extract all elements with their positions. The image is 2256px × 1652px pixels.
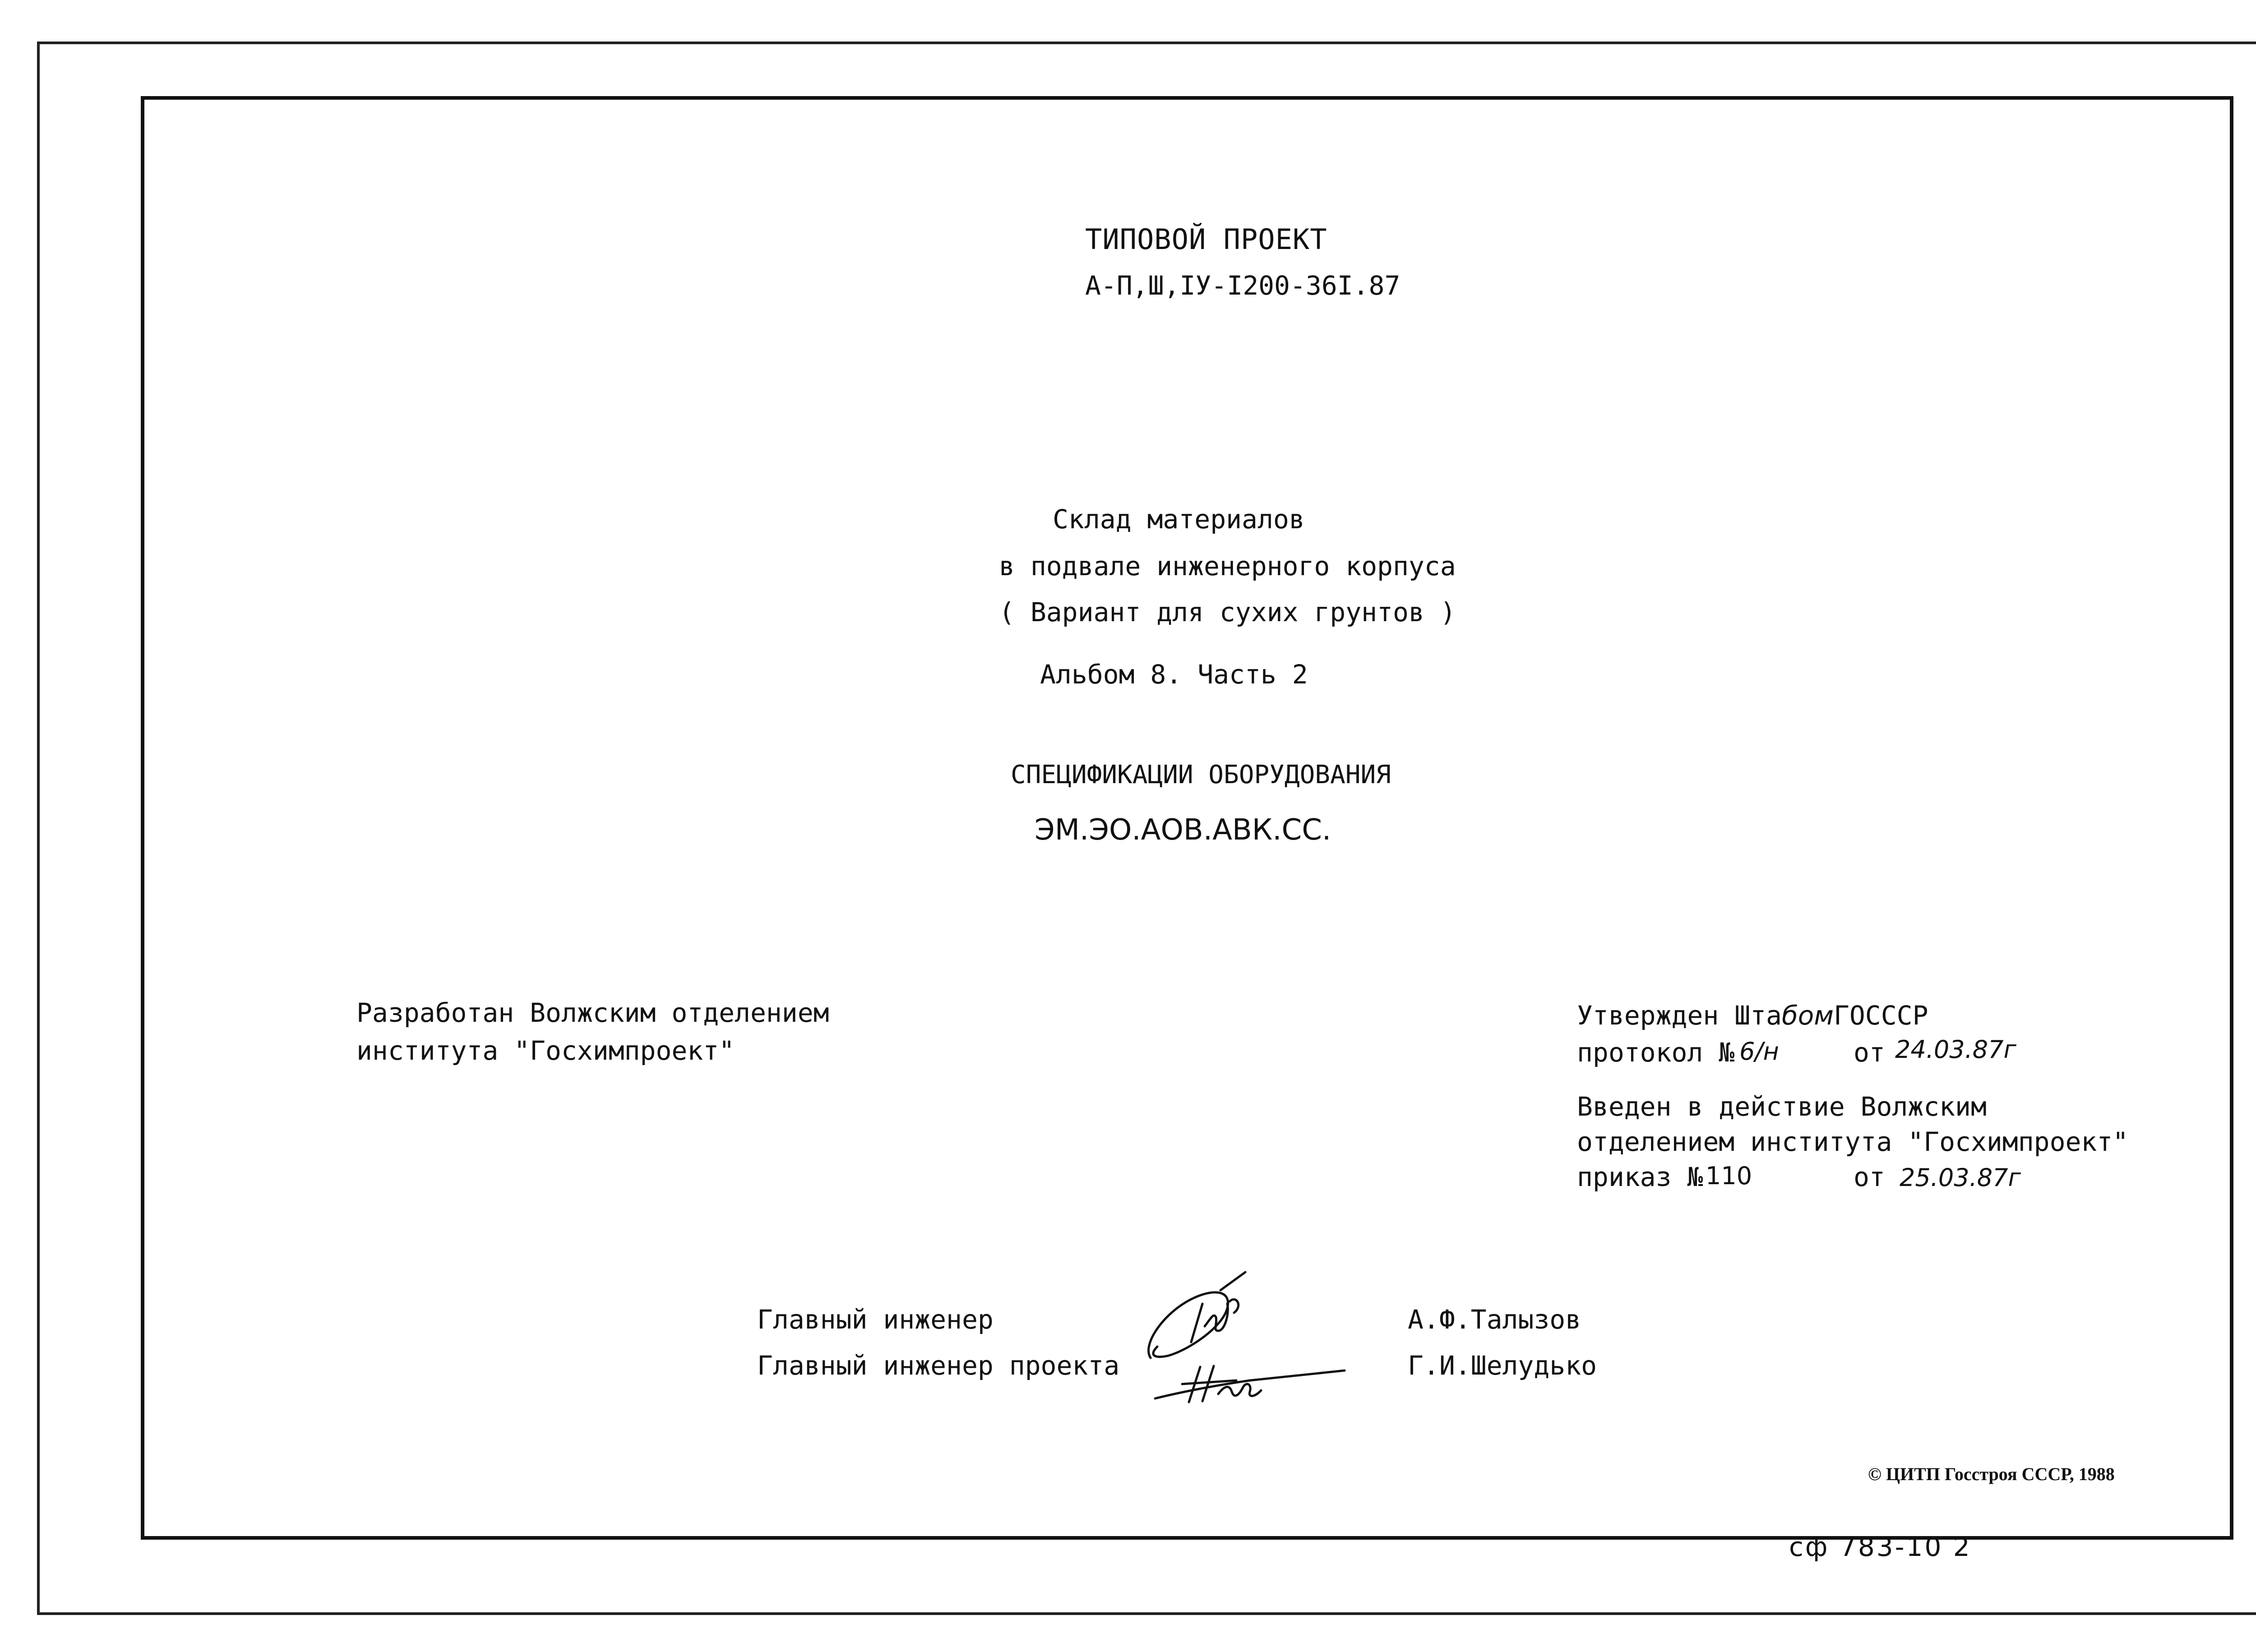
- protocol-label: протокол №: [1577, 1037, 1735, 1068]
- copyright: © ЦИТП Госстроя СССР, 1988: [1868, 1464, 2115, 1484]
- project-engineer-name: Г.И.Шелудько: [1408, 1350, 1597, 1381]
- signature-project-engineer: [1146, 1349, 1354, 1412]
- subject-line-1: Склад материалов: [1053, 504, 1305, 535]
- order-date-label: от: [1854, 1162, 1885, 1192]
- developer-line-1: Разработан Волжским отделением: [356, 997, 829, 1028]
- order-date: 25.03.87г: [1900, 1163, 2021, 1192]
- approved-prefix: Утвержден Шта: [1577, 1000, 1782, 1031]
- approved-handwritten: бом: [1781, 1000, 1834, 1031]
- subject-line-3: ( Вариант для сухих грунтов ): [999, 597, 1456, 628]
- approved-suffix: ГОСССР: [1833, 1000, 1928, 1031]
- developer-line-2: института "Госхимпроект": [356, 1035, 735, 1066]
- approved-by: [1577, 1002, 1928, 1029]
- album-part: Альбом 8. Часть 2: [1040, 659, 1308, 690]
- protocol-date: 24.03.87г: [1895, 1035, 2016, 1064]
- protocol-date-label: от: [1854, 1037, 1885, 1068]
- subject-line-2: в подвале инженерного корпуса: [999, 551, 1456, 581]
- project-number: А-П,Ш,ІУ-І200-36І.87: [1085, 270, 1401, 301]
- project-engineer-title: Главный инженер проекта: [757, 1350, 1120, 1381]
- protocol-number: 6/н: [1739, 1037, 1779, 1066]
- chief-engineer-name: А.Ф.Талызов: [1408, 1304, 1581, 1335]
- sheet-code: сф 783-10 2: [1789, 1532, 1972, 1562]
- spec-codes: ЭМ.ЭО.АОВ.АВК.СС.: [1035, 813, 1331, 847]
- order-number: 110: [1706, 1162, 1752, 1190]
- enactment-line-2: отделением института "Госхимпроект": [1577, 1126, 2129, 1157]
- spec-title: СПЕЦИФИКАЦИИ ОБОРУДОВАНИЯ: [1011, 760, 1391, 789]
- chief-engineer-title: Главный инженер: [757, 1304, 994, 1335]
- project-type-title: ТИПОВОЙ ПРОЕКТ: [1085, 223, 1327, 256]
- enactment-line-1: Введен в действие Волжским: [1577, 1091, 1987, 1122]
- order-label: приказ №: [1577, 1162, 1703, 1192]
